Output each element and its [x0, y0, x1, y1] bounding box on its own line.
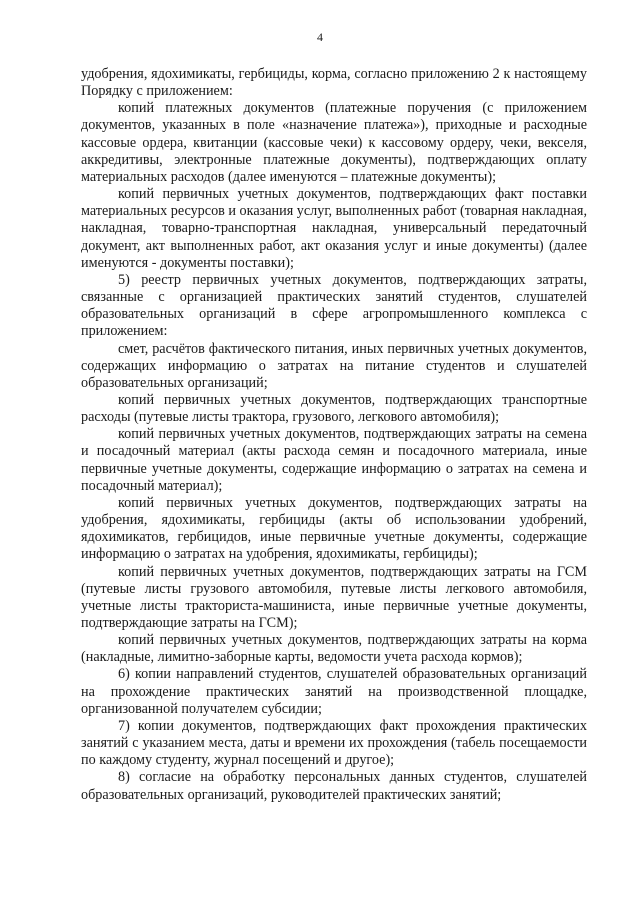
- paragraph-seed-costs: копий первичных учетных документов, подтверждающих затраты на семена и посадочный материал (акты расхода семян и посадочного материала, иные первичные учетные документы, содержащие информацию о затратах на семена и посадочный материал);: [81, 426, 587, 494]
- paragraph-item-8: 8) согласие на обработку персональных данных студентов, слушателей образовательных организаций, руководителей практических занятий;: [81, 769, 587, 803]
- paragraph-transport-costs: копий первичных учетных документов, подтверждающих транспортные расходы (путевые листы трактора, грузового, легкового автомобиля);: [81, 391, 587, 426]
- paragraph-fuel-costs: копий первичных учетных документов, подтверждающих затраты на ГСМ (путевые листы грузового автомобиля, путевые листы легкового автомобиля, учетные листы тракториста-машиниста, иные первичные учетные документы, подтверждающие затраты на ГСМ);: [81, 563, 587, 631]
- paragraph-continuation: удобрения, ядохимикаты, гербициды, корма, согласно приложению 2 к настоящему Порядку с приложением:: [81, 66, 587, 100]
- page-number: 4: [317, 30, 323, 44]
- paragraph-delivery-documents: копий первичных учетных документов, подтверждающих факт поставки материальных ресурсов и оказания услуг, выполненных работ (товарная накладная, накладная, товарно-транспортная накладная, универсальный передаточный документ, акт выполненных работ, акт оказания услуг и иные документы) (далее именуются - документы поставки);: [81, 186, 588, 271]
- paragraph-feed-costs: копий первичных учетных документов, подтверждающих затраты на корма (накладные, лимитно-заборные карты, ведомости учета расхода кормов);: [81, 632, 587, 666]
- paragraph-fertilizer-costs: копий первичных учетных документов, подтверждающих затраты на удобрения, ядохимикаты, гербициды (акты об использовании удобрений, ядохимикатов, гербицидов, иные первичные учетные документы, содержащие информацию о затратах на удобрения, ядохимикаты, гербициды);: [81, 494, 587, 563]
- document-body: [81, 66, 587, 804]
- paragraph-item-5: 5) реестр первичных учетных документов, подтверждающих затраты, связанные с организацией практических занятий студентов, слушателей образовательных организаций в сфере агропромышленного комплекса с приложением:: [81, 271, 587, 340]
- paragraph-item-6: 6) копии направлений студентов, слушателей образовательных организаций на прохождение практических занятий на производственной площадке, организованной получателем субсидии;: [81, 666, 587, 717]
- paragraph-payment-documents: копий платежных документов (платежные поручения (с приложением документов, указанных в поле «назначение платежа»), приходные и расходные кассовые ордера, квитанции (кассовые чеки) к кассовому ордеру, чеки, векселя, аккредитивы, электронные платежные документы), подтверждающих оплату материальных расходов (далее именуются – платежные документы);: [81, 100, 587, 185]
- paragraph-meal-estimates: смет, расчётов фактического питания, иных первичных учетных документов, содержащих информацию о затратах на питание студентов и слушателей образовательных организаций;: [81, 340, 587, 391]
- paragraph-item-7: 7) копии документов, подтверждающих факт прохождения практических занятий с указанием места, даты и времени их прохождения (табель посещаемости по каждому студенту, журнал посещений и другое);: [81, 717, 587, 769]
